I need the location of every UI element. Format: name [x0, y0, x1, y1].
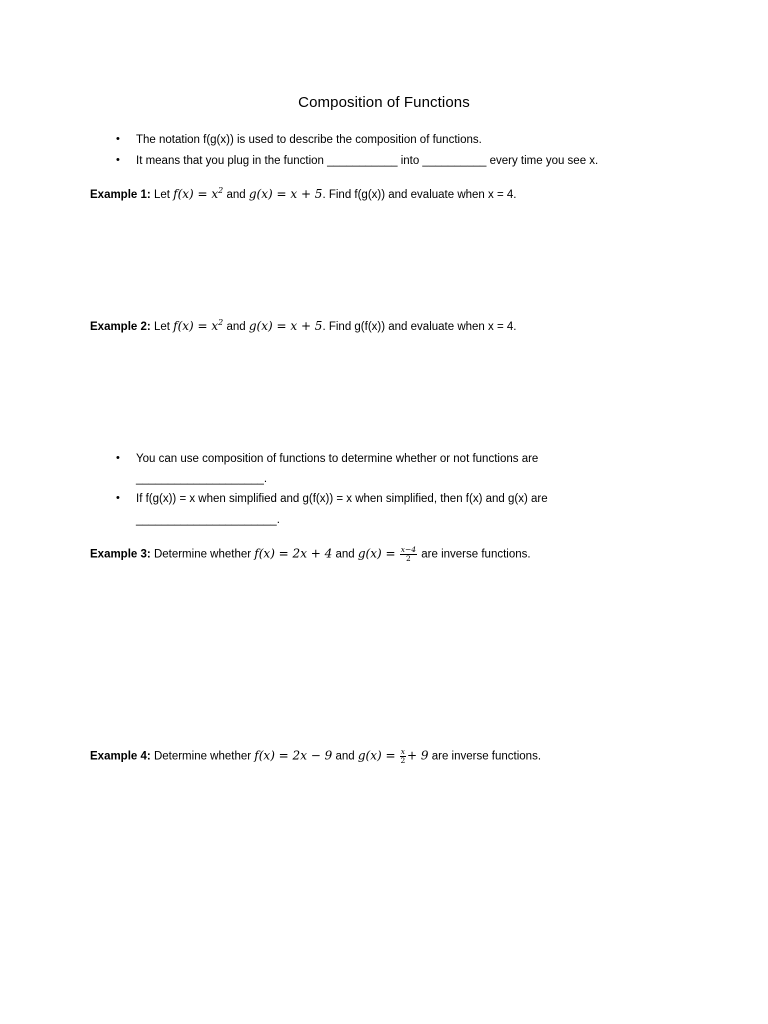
page-title: Composition of Functions	[298, 94, 470, 111]
example-lead: Let	[153, 321, 170, 333]
example-label: Example 3:	[90, 548, 151, 561]
example-1	[90, 187, 516, 202]
bullet-plug-in: It means that you plug in the function ___________ into __________ every time you see x.	[136, 155, 599, 167]
f-definition: $f(x) = x^2$	[173, 186, 224, 201]
bullet-if-then-line2: ______________________.	[136, 514, 280, 526]
example-task: are inverse functions.	[421, 548, 531, 561]
g-fraction: $\frac{x}{2}$	[400, 747, 406, 765]
example-lead: Determine whether	[153, 750, 252, 763]
and-text: and	[226, 321, 246, 333]
f-definition: f(x) = 2x + 4	[254, 546, 333, 561]
example-2	[90, 319, 516, 334]
example-label: Example 4:	[90, 750, 151, 763]
bullet-inverse-check-line2: ____________________.	[136, 473, 268, 485]
example-task: . Find f(g(x)) and evaluate when x = 4.	[322, 189, 517, 201]
bullet-icon: •	[116, 154, 120, 166]
g-definition: g(x) =	[357, 546, 396, 561]
g-definition-tail: + 9	[407, 748, 429, 763]
example-4	[90, 748, 541, 765]
g-definition: g(x) = x + 5	[248, 319, 323, 333]
bullet-if-then-line1: If f(g(x)) = x when simplified and g(f(x)) = x when simplified, then f(x) and g(x) are	[136, 493, 548, 505]
example-lead: Let	[153, 189, 170, 201]
f-definition: f(x) = 2x − 9	[254, 748, 333, 763]
example-label: Example 1:	[90, 189, 151, 201]
example-label: Example 2:	[90, 321, 151, 333]
f-definition: $f(x) = x^2$	[173, 318, 224, 333]
bullet-icon: •	[116, 452, 120, 464]
and-text: and	[335, 750, 355, 763]
bullet-inverse-check-line1: You can use composition of functions to determine whether or not functions are	[136, 453, 539, 465]
and-text: and	[335, 548, 355, 561]
example-lead: Determine whether	[153, 548, 252, 561]
bullet-icon: •	[116, 492, 120, 504]
example-3	[90, 546, 531, 563]
example-task: . Find g(f(x)) and evaluate when x = 4.	[322, 321, 517, 333]
g-fraction: $\frac{x-4}{2}$	[400, 545, 417, 563]
g-definition: g(x) =	[357, 748, 396, 763]
bullet-notation: The notation f(g(x)) is used to describe the composition of functions.	[136, 134, 482, 146]
example-task: are inverse functions.	[431, 750, 542, 763]
g-definition: g(x) = x + 5	[248, 187, 323, 201]
and-text: and	[226, 189, 246, 201]
bullet-icon: •	[116, 133, 120, 145]
